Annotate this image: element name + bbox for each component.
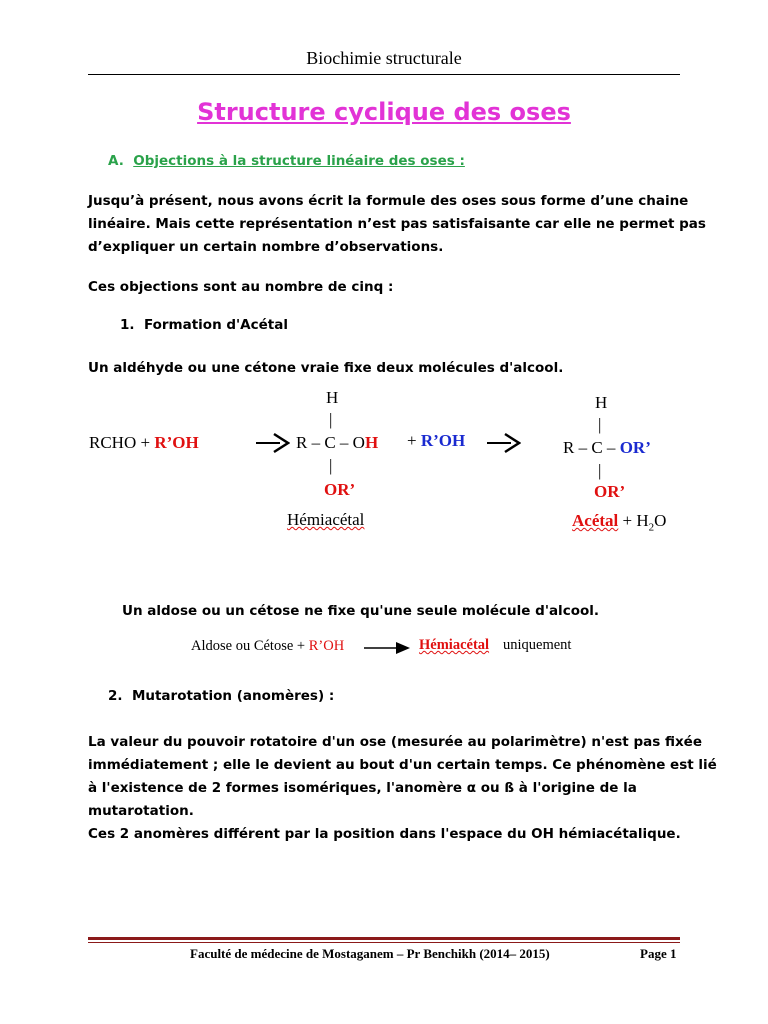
item-2-label: Mutarotation (anomères) : (131, 688, 335, 704)
intro-paragraph (88, 190, 706, 259)
reactant-rcho (89, 433, 199, 453)
reaction-2-roh: R’OH (308, 638, 345, 654)
muta-line-3: à l'existence de 2 formes isomériques, l'anomère α ou ß à l'origine de la (88, 780, 637, 796)
acetal-center (563, 438, 651, 458)
hemiacetal-h: H (364, 433, 379, 452)
page-number: Page 1 (640, 946, 677, 961)
hemiacetal-center (296, 433, 378, 453)
water-o: O (654, 511, 667, 530)
intro-line-2: linéaire. Mais cette représentation n’est pas satisfaisante car elle ne permet pas (88, 216, 706, 232)
hemiacetal-or: OR’ (324, 480, 356, 499)
objections-text: Ces objections sont au nombre de cinq : (88, 279, 394, 295)
reaction-2-left (191, 638, 344, 655)
second-reactant (407, 431, 465, 451)
hemiacetal-h-top: H (326, 388, 339, 407)
plus-sign: + (407, 431, 421, 450)
water-subscript: 2 (648, 521, 655, 534)
acetal-bond-bottom: | (598, 461, 602, 480)
page-title: Structure cyclique des oses (197, 98, 571, 126)
reaction-2-product-text: Hémiacétal (419, 637, 490, 653)
running-header: Biochimie structurale (306, 48, 462, 68)
acetal-text: Un aldéhyde ou une cétone vraie fixe deux molécules d'alcool. (88, 360, 564, 376)
water-text: + H (618, 511, 649, 530)
muta-line-1: La valeur du pouvoir rotatoire d'un ose (mesurée au polarimètre) n'est pas fixée (88, 734, 702, 750)
item-1-label: Formation d'Acétal (143, 317, 288, 333)
item-1-heading (120, 317, 288, 333)
mutarotation-paragraph (88, 731, 717, 846)
acetal-label-text: Acétal (572, 511, 619, 530)
section-a-heading (108, 153, 465, 169)
reactant-text: RCHO + (89, 433, 155, 452)
hemiacetal-bond-top: | (329, 410, 333, 429)
muta-line-5: Ces 2 anomères différent par la position dans l'espace du OH hémiacétalique. (88, 826, 681, 842)
intro-line-3: d’expliquer un certain nombre d’observations. (88, 239, 444, 255)
header-rule (88, 74, 680, 75)
acetal-bond-top: | (598, 415, 602, 434)
item-1-number: 1. (120, 317, 135, 333)
hemiacetal-bond-bottom: | (329, 456, 333, 475)
item-2-heading (108, 688, 334, 704)
acetal-or-red: OR’ (594, 482, 626, 501)
aldose-text: Un aldose ou un cétose ne fixe qu'une seule molécule d'alcool. (122, 603, 599, 619)
item-2-number: 2. (108, 688, 123, 704)
section-a-letter: A. (108, 153, 124, 169)
section-a-label: Objections à la structure linéaire des oses : (133, 153, 465, 169)
reaction-2-left-text: Aldose ou Cétose + (191, 638, 309, 654)
reaction-2-suffix: uniquement (503, 637, 572, 653)
reactant-roh: R’OH (154, 433, 199, 452)
acetal-center-text: R – C – (563, 438, 620, 457)
footer-text: Faculté de médecine de Mostaganem – Pr Benchikh (2014– 2015) (190, 946, 550, 961)
intro-line-1: Jusqu’à présent, nous avons écrit la formule des oses sous forme d’une chaine (88, 193, 689, 209)
muta-line-4: mutarotation. (88, 803, 194, 819)
acetal-label (572, 511, 666, 533)
footer-rule-thick (88, 937, 680, 940)
arrow-right-icon (256, 432, 290, 454)
hemiacetal-label-text: Hémiacétal (287, 510, 365, 529)
footer-rule-thin (88, 942, 680, 943)
muta-line-2: immédiatement ; elle le devient au bout d'un certain temps. Ce phénomène est lié (88, 757, 717, 773)
acetal-h-top: H (595, 393, 608, 412)
arrow-right-icon (364, 640, 412, 656)
hemiacetal-center-text: R – C – O (296, 433, 365, 452)
second-roh: R’OH (420, 431, 466, 450)
arrow-right-icon (487, 432, 521, 454)
hemiacetal-label (287, 510, 364, 530)
acetal-or-blue: OR’ (619, 438, 651, 457)
reaction-2-product (419, 637, 489, 654)
